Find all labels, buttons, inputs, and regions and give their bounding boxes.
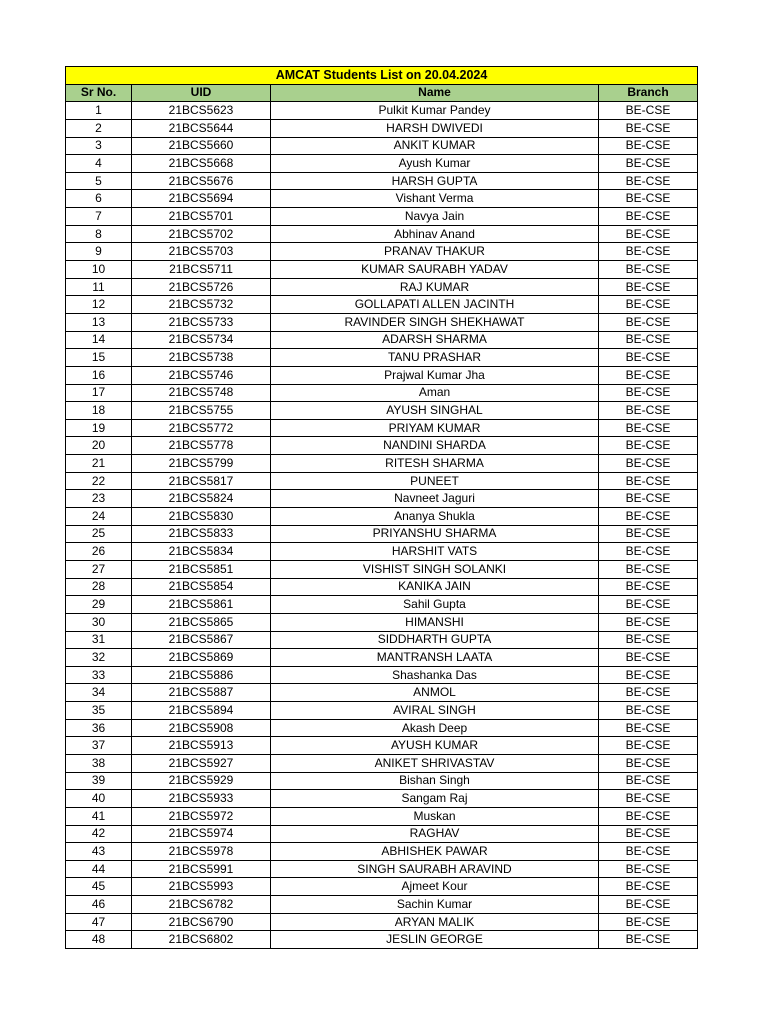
cell-uid: 21BCS5894 (132, 702, 271, 720)
cell-uid: 21BCS5929 (132, 772, 271, 790)
header-sr-no: Sr No. (66, 84, 132, 102)
cell-uid: 21BCS5732 (132, 296, 271, 314)
cell-uid: 21BCS5644 (132, 119, 271, 137)
cell-name: SINGH SAURABH ARAVIND (271, 860, 599, 878)
cell-sr-no: 9 (66, 243, 132, 261)
cell-name: PRANAV THAKUR (271, 243, 599, 261)
cell-name: Ayush Kumar (271, 155, 599, 173)
header-uid: UID (132, 84, 271, 102)
cell-uid: 21BCS5834 (132, 543, 271, 561)
table-row (66, 225, 698, 243)
table-row (66, 613, 698, 631)
cell-uid: 21BCS5746 (132, 366, 271, 384)
table-row (66, 843, 698, 861)
cell-name: TANU PRASHAR (271, 349, 599, 367)
cell-sr-no: 47 (66, 913, 132, 931)
cell-name: VISHIST SINGH SOLANKI (271, 560, 599, 578)
cell-branch: BE-CSE (599, 225, 698, 243)
cell-name: JESLIN GEORGE (271, 931, 599, 949)
cell-name: KANIKA JAIN (271, 578, 599, 596)
cell-uid: 21BCS5972 (132, 807, 271, 825)
cell-uid: 21BCS5865 (132, 613, 271, 631)
cell-sr-no: 34 (66, 684, 132, 702)
students-table (65, 66, 698, 949)
header-name: Name (271, 84, 599, 102)
cell-sr-no: 41 (66, 807, 132, 825)
cell-uid: 21BCS6790 (132, 913, 271, 931)
table-row (66, 913, 698, 931)
cell-name: ABHISHEK PAWAR (271, 843, 599, 861)
cell-name: Navneet Jaguri (271, 490, 599, 508)
cell-name: RAJ KUMAR (271, 278, 599, 296)
cell-sr-no: 27 (66, 560, 132, 578)
cell-sr-no: 6 (66, 190, 132, 208)
cell-uid: 21BCS5623 (132, 102, 271, 120)
cell-uid: 21BCS5978 (132, 843, 271, 861)
cell-branch: BE-CSE (599, 155, 698, 173)
table-row (66, 437, 698, 455)
cell-uid: 21BCS5927 (132, 754, 271, 772)
cell-branch: BE-CSE (599, 807, 698, 825)
table-row (66, 455, 698, 473)
cell-branch: BE-CSE (599, 737, 698, 755)
title-row (66, 67, 698, 85)
cell-branch: BE-CSE (599, 278, 698, 296)
cell-uid: 21BCS5738 (132, 349, 271, 367)
cell-branch: BE-CSE (599, 402, 698, 420)
table-row (66, 578, 698, 596)
table-row (66, 790, 698, 808)
cell-uid: 21BCS5703 (132, 243, 271, 261)
cell-name: RAVINDER SINGH SHEKHAWAT (271, 313, 599, 331)
table-row (66, 331, 698, 349)
table-row (66, 878, 698, 896)
cell-sr-no: 16 (66, 366, 132, 384)
table-row (66, 666, 698, 684)
cell-uid: 21BCS5867 (132, 631, 271, 649)
cell-branch: BE-CSE (599, 384, 698, 402)
cell-sr-no: 15 (66, 349, 132, 367)
cell-sr-no: 40 (66, 790, 132, 808)
cell-name: GOLLAPATI ALLEN JACINTH (271, 296, 599, 314)
cell-name: Ananya Shukla (271, 508, 599, 526)
cell-sr-no: 44 (66, 860, 132, 878)
cell-sr-no: 28 (66, 578, 132, 596)
cell-uid: 21BCS5824 (132, 490, 271, 508)
cell-name: HARSHIT VATS (271, 543, 599, 561)
table-row (66, 719, 698, 737)
cell-sr-no: 17 (66, 384, 132, 402)
cell-branch: BE-CSE (599, 702, 698, 720)
cell-name: ANIKET SHRIVASTAV (271, 754, 599, 772)
cell-name: AYUSH KUMAR (271, 737, 599, 755)
cell-name: RAGHAV (271, 825, 599, 843)
cell-branch: BE-CSE (599, 119, 698, 137)
table-row (66, 278, 698, 296)
cell-name: Ajmeet Kour (271, 878, 599, 896)
cell-sr-no: 4 (66, 155, 132, 173)
table-row (66, 296, 698, 314)
cell-branch: BE-CSE (599, 578, 698, 596)
cell-branch: BE-CSE (599, 437, 698, 455)
cell-branch: BE-CSE (599, 913, 698, 931)
cell-branch: BE-CSE (599, 878, 698, 896)
cell-uid: 21BCS5908 (132, 719, 271, 737)
cell-uid: 21BCS5861 (132, 596, 271, 614)
table-row (66, 860, 698, 878)
cell-uid: 21BCS5734 (132, 331, 271, 349)
cell-uid: 21BCS5833 (132, 525, 271, 543)
cell-uid: 21BCS5702 (132, 225, 271, 243)
cell-sr-no: 26 (66, 543, 132, 561)
cell-branch: BE-CSE (599, 525, 698, 543)
cell-uid: 21BCS6782 (132, 896, 271, 914)
cell-branch: BE-CSE (599, 331, 698, 349)
cell-branch: BE-CSE (599, 261, 698, 279)
cell-sr-no: 43 (66, 843, 132, 861)
cell-branch: BE-CSE (599, 455, 698, 473)
cell-branch: BE-CSE (599, 313, 698, 331)
table-row (66, 313, 698, 331)
table-body (66, 102, 698, 949)
cell-branch: BE-CSE (599, 296, 698, 314)
cell-uid: 21BCS5668 (132, 155, 271, 173)
cell-name: KUMAR SAURABH YADAV (271, 261, 599, 279)
cell-name: PRIYANSHU SHARMA (271, 525, 599, 543)
cell-name: HARSH GUPTA (271, 172, 599, 190)
cell-name: PUNEET (271, 472, 599, 490)
cell-branch: BE-CSE (599, 508, 698, 526)
cell-sr-no: 23 (66, 490, 132, 508)
cell-branch: BE-CSE (599, 596, 698, 614)
table-row (66, 261, 698, 279)
table-row (66, 472, 698, 490)
cell-sr-no: 2 (66, 119, 132, 137)
table-row (66, 825, 698, 843)
cell-uid: 21BCS5701 (132, 208, 271, 226)
cell-uid: 21BCS5830 (132, 508, 271, 526)
table-row (66, 631, 698, 649)
cell-sr-no: 13 (66, 313, 132, 331)
cell-branch: BE-CSE (599, 754, 698, 772)
table-row (66, 772, 698, 790)
cell-sr-no: 46 (66, 896, 132, 914)
table-row (66, 560, 698, 578)
cell-sr-no: 36 (66, 719, 132, 737)
cell-sr-no: 19 (66, 419, 132, 437)
table-row (66, 543, 698, 561)
cell-branch: BE-CSE (599, 243, 698, 261)
table-row (66, 684, 698, 702)
cell-sr-no: 5 (66, 172, 132, 190)
header-row (66, 84, 698, 102)
cell-branch: BE-CSE (599, 366, 698, 384)
cell-uid: 21BCS5748 (132, 384, 271, 402)
cell-name: ADARSH SHARMA (271, 331, 599, 349)
cell-name: ANKIT KUMAR (271, 137, 599, 155)
table-row (66, 119, 698, 137)
cell-sr-no: 20 (66, 437, 132, 455)
cell-branch: BE-CSE (599, 349, 698, 367)
cell-branch: BE-CSE (599, 190, 698, 208)
cell-branch: BE-CSE (599, 719, 698, 737)
cell-branch: BE-CSE (599, 472, 698, 490)
cell-name: Pulkit Kumar Pandey (271, 102, 599, 120)
cell-sr-no: 38 (66, 754, 132, 772)
cell-branch: BE-CSE (599, 543, 698, 561)
cell-sr-no: 48 (66, 931, 132, 949)
cell-uid: 21BCS5887 (132, 684, 271, 702)
table-row (66, 366, 698, 384)
cell-uid: 21BCS5799 (132, 455, 271, 473)
cell-sr-no: 29 (66, 596, 132, 614)
cell-sr-no: 18 (66, 402, 132, 420)
cell-name: RITESH SHARMA (271, 455, 599, 473)
cell-uid: 21BCS5676 (132, 172, 271, 190)
cell-branch: BE-CSE (599, 102, 698, 120)
table-row (66, 508, 698, 526)
cell-sr-no: 22 (66, 472, 132, 490)
cell-name: Bishan Singh (271, 772, 599, 790)
table-row (66, 896, 698, 914)
cell-branch: BE-CSE (599, 772, 698, 790)
cell-branch: BE-CSE (599, 825, 698, 843)
cell-name: Muskan (271, 807, 599, 825)
cell-branch: BE-CSE (599, 684, 698, 702)
cell-branch: BE-CSE (599, 208, 698, 226)
cell-uid: 21BCS5755 (132, 402, 271, 420)
cell-uid: 21BCS5974 (132, 825, 271, 843)
table-row (66, 384, 698, 402)
cell-uid: 21BCS5660 (132, 137, 271, 155)
cell-sr-no: 3 (66, 137, 132, 155)
cell-name: Shashanka Das (271, 666, 599, 684)
table-row (66, 596, 698, 614)
cell-name: Prajwal Kumar Jha (271, 366, 599, 384)
cell-name: NANDINI SHARDA (271, 437, 599, 455)
cell-name: Sahil Gupta (271, 596, 599, 614)
cell-name: Navya Jain (271, 208, 599, 226)
cell-sr-no: 7 (66, 208, 132, 226)
table-row (66, 702, 698, 720)
table-row (66, 172, 698, 190)
cell-sr-no: 14 (66, 331, 132, 349)
cell-uid: 21BCS5913 (132, 737, 271, 755)
cell-branch: BE-CSE (599, 931, 698, 949)
table-row (66, 490, 698, 508)
table-row (66, 102, 698, 120)
table-row (66, 349, 698, 367)
cell-name: ARYAN MALIK (271, 913, 599, 931)
cell-uid: 21BCS5851 (132, 560, 271, 578)
cell-name: PRIYAM KUMAR (271, 419, 599, 437)
cell-sr-no: 8 (66, 225, 132, 243)
cell-sr-no: 21 (66, 455, 132, 473)
cell-uid: 21BCS5933 (132, 790, 271, 808)
cell-branch: BE-CSE (599, 137, 698, 155)
table-row (66, 243, 698, 261)
cell-sr-no: 1 (66, 102, 132, 120)
header-branch: Branch (599, 84, 698, 102)
cell-name: Akash Deep (271, 719, 599, 737)
table-row (66, 137, 698, 155)
cell-name: MANTRANSH LAATA (271, 649, 599, 667)
cell-branch: BE-CSE (599, 896, 698, 914)
cell-sr-no: 12 (66, 296, 132, 314)
table-row (66, 649, 698, 667)
cell-sr-no: 37 (66, 737, 132, 755)
cell-branch: BE-CSE (599, 613, 698, 631)
cell-name: AVIRAL SINGH (271, 702, 599, 720)
cell-sr-no: 42 (66, 825, 132, 843)
table-row (66, 754, 698, 772)
cell-branch: BE-CSE (599, 172, 698, 190)
cell-branch: BE-CSE (599, 790, 698, 808)
cell-uid: 21BCS5993 (132, 878, 271, 896)
table-row (66, 525, 698, 543)
table-row (66, 807, 698, 825)
cell-name: Aman (271, 384, 599, 402)
cell-sr-no: 11 (66, 278, 132, 296)
cell-branch: BE-CSE (599, 490, 698, 508)
cell-sr-no: 25 (66, 525, 132, 543)
cell-name: Sachin Kumar (271, 896, 599, 914)
cell-sr-no: 31 (66, 631, 132, 649)
cell-branch: BE-CSE (599, 843, 698, 861)
table-row (66, 155, 698, 173)
cell-sr-no: 35 (66, 702, 132, 720)
cell-name: SIDDHARTH GUPTA (271, 631, 599, 649)
table-row (66, 931, 698, 949)
cell-uid: 21BCS5869 (132, 649, 271, 667)
cell-branch: BE-CSE (599, 649, 698, 667)
cell-sr-no: 33 (66, 666, 132, 684)
cell-name: HIMANSHI (271, 613, 599, 631)
cell-uid: 21BCS5733 (132, 313, 271, 331)
cell-uid: 21BCS6802 (132, 931, 271, 949)
cell-uid: 21BCS5772 (132, 419, 271, 437)
cell-sr-no: 24 (66, 508, 132, 526)
cell-sr-no: 30 (66, 613, 132, 631)
table-row (66, 419, 698, 437)
cell-uid: 21BCS5817 (132, 472, 271, 490)
cell-branch: BE-CSE (599, 860, 698, 878)
cell-sr-no: 39 (66, 772, 132, 790)
table-row (66, 737, 698, 755)
cell-name: Abhinav Anand (271, 225, 599, 243)
cell-branch: BE-CSE (599, 419, 698, 437)
cell-branch: BE-CSE (599, 560, 698, 578)
cell-uid: 21BCS5886 (132, 666, 271, 684)
cell-uid: 21BCS5711 (132, 261, 271, 279)
cell-uid: 21BCS5854 (132, 578, 271, 596)
cell-name: HARSH DWIVEDI (271, 119, 599, 137)
cell-branch: BE-CSE (599, 666, 698, 684)
table-row (66, 208, 698, 226)
cell-uid: 21BCS5991 (132, 860, 271, 878)
cell-sr-no: 32 (66, 649, 132, 667)
table-row (66, 190, 698, 208)
cell-sr-no: 45 (66, 878, 132, 896)
cell-branch: BE-CSE (599, 631, 698, 649)
cell-uid: 21BCS5778 (132, 437, 271, 455)
cell-sr-no: 10 (66, 261, 132, 279)
table-title: AMCAT Students List on 20.04.2024 (66, 67, 698, 85)
cell-name: AYUSH SINGHAL (271, 402, 599, 420)
cell-uid: 21BCS5726 (132, 278, 271, 296)
cell-name: Sangam Raj (271, 790, 599, 808)
cell-uid: 21BCS5694 (132, 190, 271, 208)
cell-name: Vishant Verma (271, 190, 599, 208)
cell-name: ANMOL (271, 684, 599, 702)
table-row (66, 402, 698, 420)
